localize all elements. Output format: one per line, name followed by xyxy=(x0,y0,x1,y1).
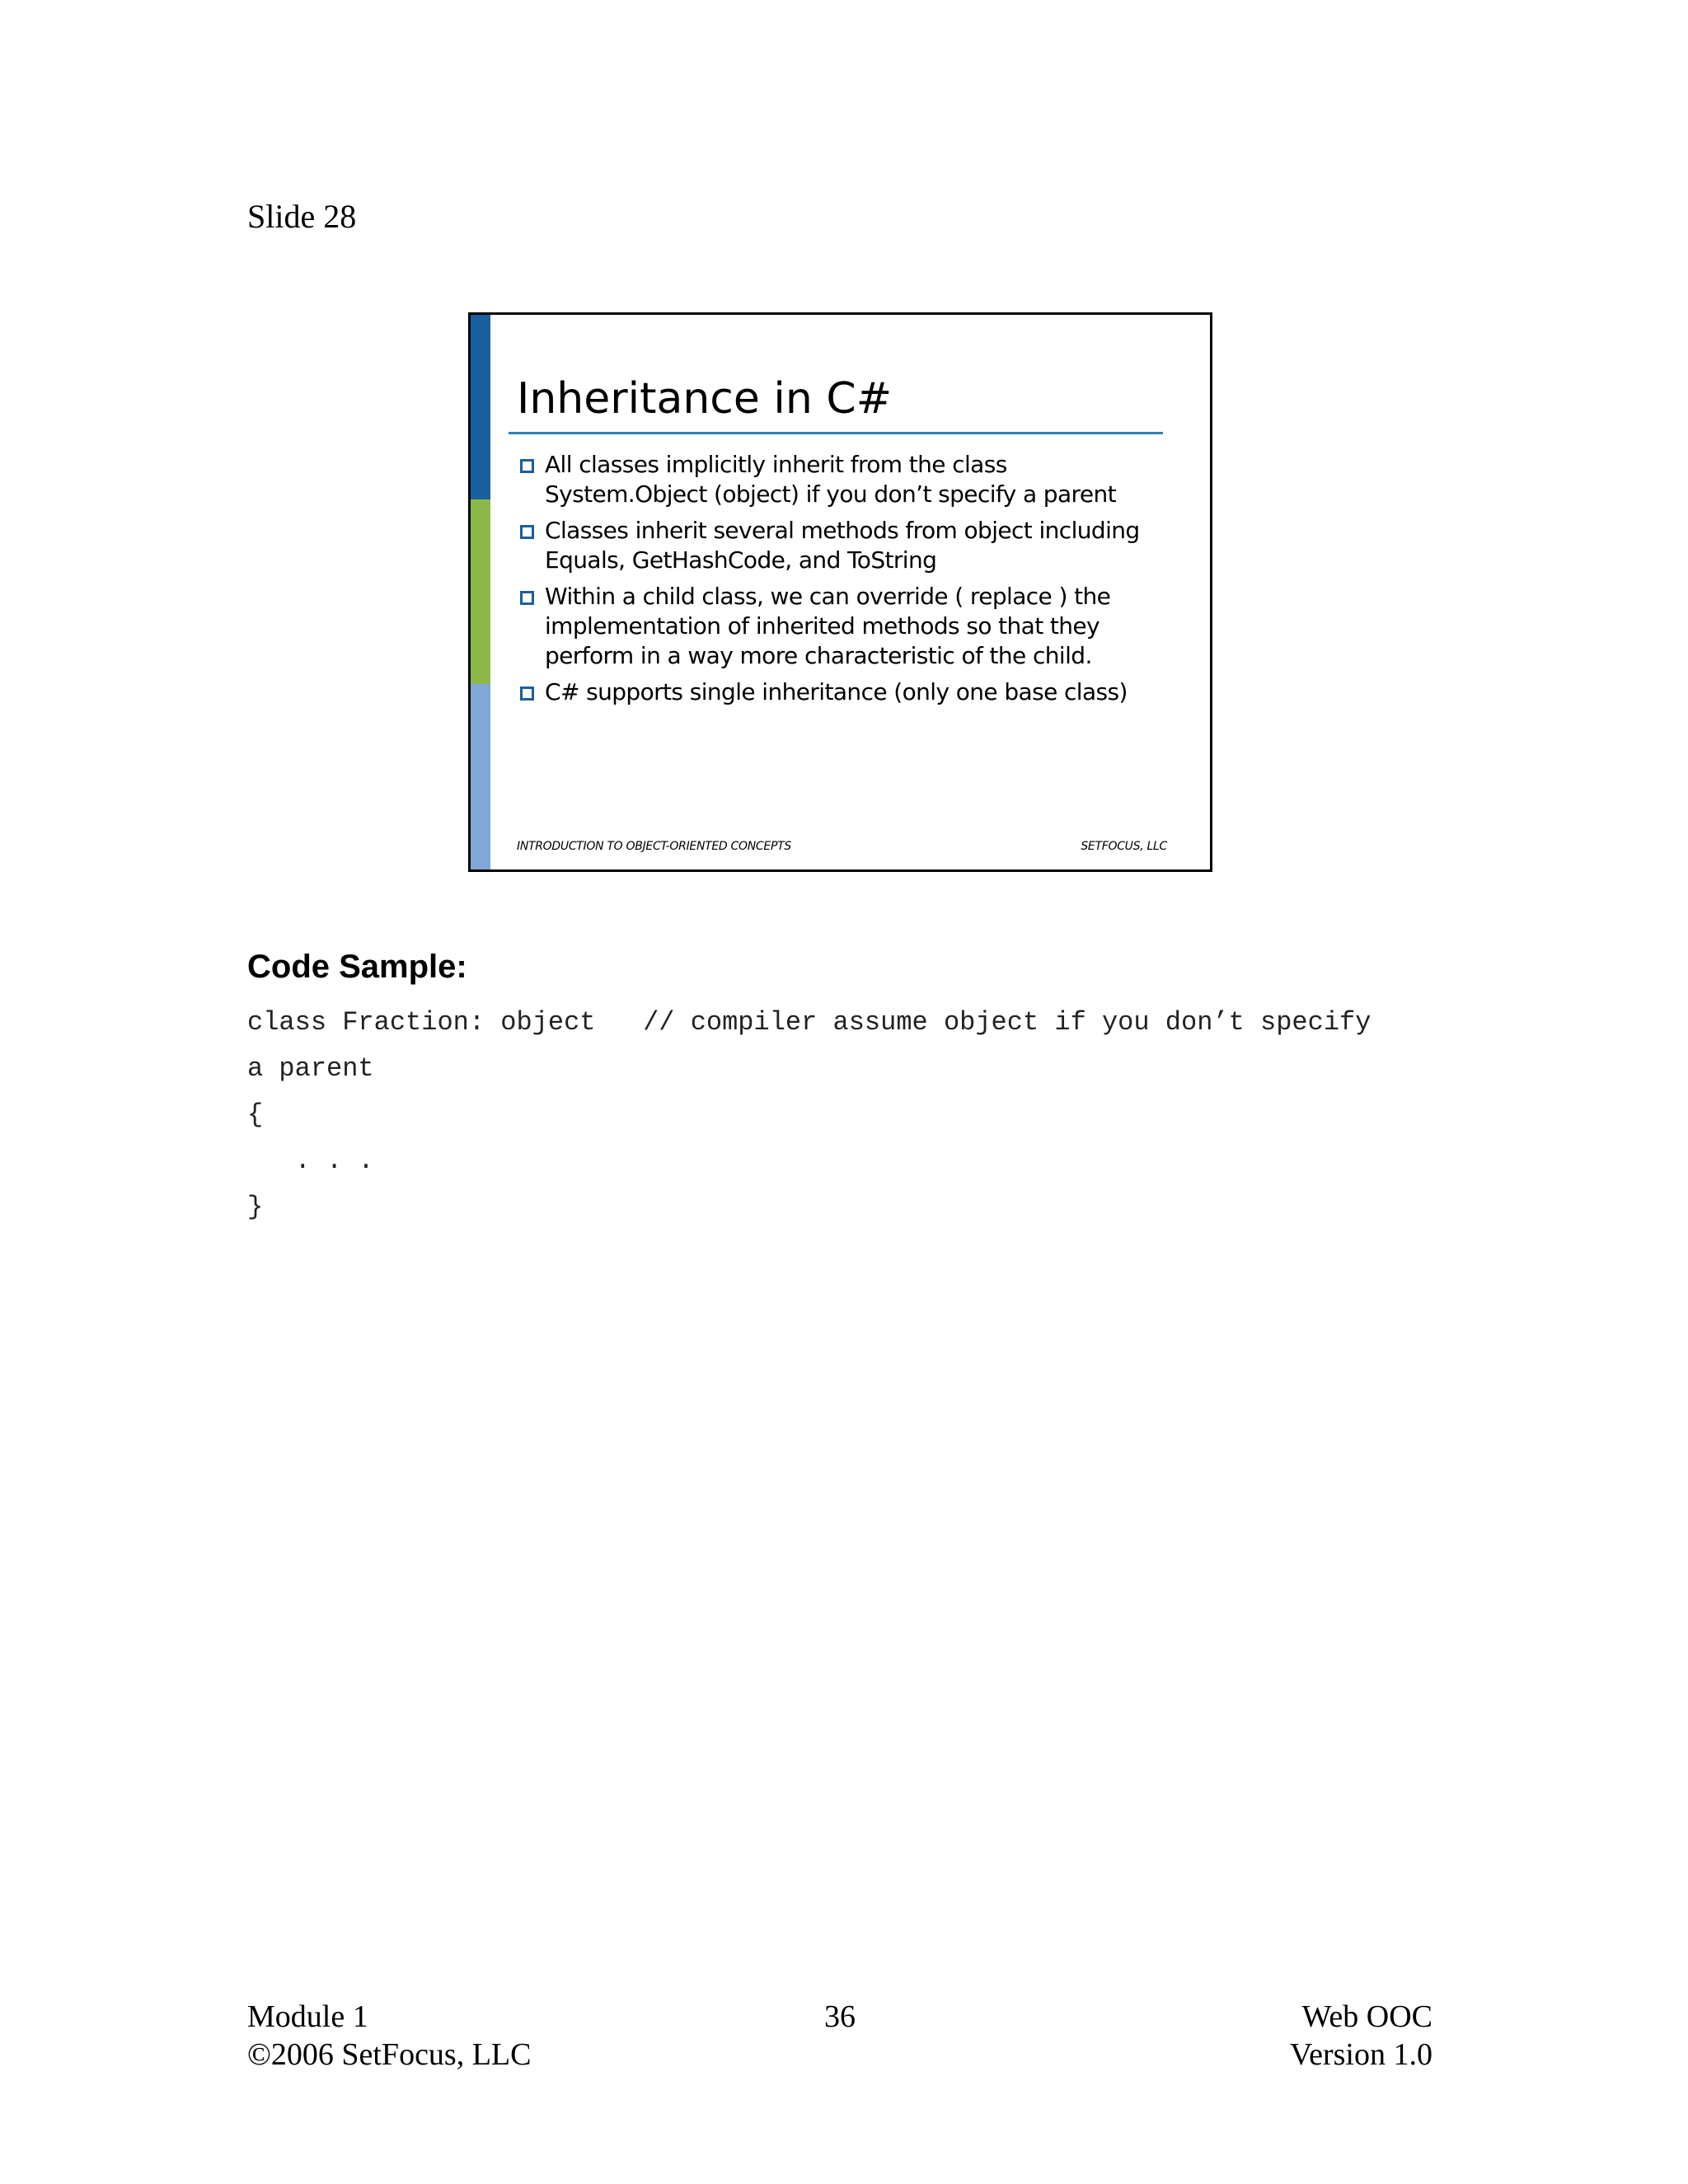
page-number: 36 xyxy=(824,1999,856,2034)
code-line: class Fraction: object // compiler assume object if you don’t specify xyxy=(247,1007,1372,1038)
bullet-item xyxy=(517,677,1168,707)
slide-bullet-list xyxy=(517,450,1168,714)
accent-bar-segment-light-blue xyxy=(471,684,490,869)
copyright-label: ©2006 SetFocus, LLC xyxy=(247,2037,532,2072)
code-line: { xyxy=(247,1099,264,1130)
slide-footer xyxy=(517,840,1167,853)
code-sample-heading: Code Sample: xyxy=(247,949,467,985)
square-bullet-icon xyxy=(520,525,534,539)
code-line: } xyxy=(247,1192,264,1222)
bullet-item xyxy=(517,516,1168,575)
square-bullet-icon xyxy=(520,591,534,605)
bullet-item xyxy=(517,450,1168,509)
slide-number: Slide 28 xyxy=(247,198,357,235)
version-label: Version 1.0 xyxy=(1289,2037,1432,2072)
bullet-text: Classes inherit several methods from object including Equals, GetHashCode, and ToString xyxy=(545,517,1140,574)
page-footer-right xyxy=(1290,1998,1432,2074)
bullet-text: All classes implicitly inherit from the class System.Object (object) if you don’t specify a parent xyxy=(545,451,1116,508)
course-label: Web OOC xyxy=(1301,1999,1432,2034)
slide-thumbnail xyxy=(468,312,1212,872)
slide-title: Inheritance in C# xyxy=(517,374,893,424)
accent-bar-segment-green xyxy=(471,499,490,684)
bullet-item xyxy=(517,582,1168,671)
title-underline xyxy=(509,432,1163,434)
square-bullet-icon xyxy=(520,687,534,701)
slide-footer-right: SETFOCUS, LLC xyxy=(1081,840,1167,853)
bullet-text: C# supports single inheritance (only one base class) xyxy=(545,678,1128,705)
code-line: a parent xyxy=(247,1053,374,1084)
bullet-text: Within a child class, we can override ( replace ) the implementation of inherited methods so that they perform in a way more characteristic of the child. xyxy=(545,583,1111,669)
module-label: Module 1 xyxy=(247,1999,368,2034)
code-line: . . . xyxy=(247,1146,374,1176)
accent-bar-segment-blue xyxy=(471,315,490,499)
square-bullet-icon xyxy=(520,459,534,473)
slide-footer-left: INTRODUCTION TO OBJECT-ORIENTED CONCEPTS xyxy=(517,840,791,853)
code-block xyxy=(247,1000,1371,1230)
slide-accent-bar xyxy=(471,315,490,869)
